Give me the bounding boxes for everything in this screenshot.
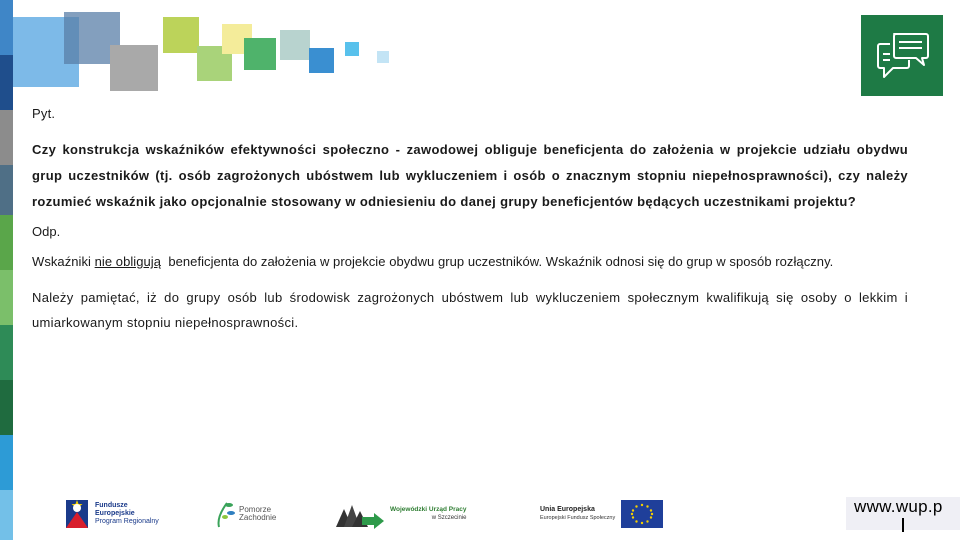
logo2-line1: Pomorze [239,505,272,514]
chat-bubbles-icon [861,15,943,96]
answer-1-after: beneficjenta do założenia w projekcie obydwu grup uczestników. Wskaźnik odnosi się do grup w sposób rozłączny. [161,254,834,269]
logo-fundusze-europejskie [66,492,166,536]
question-label: Pyt. [32,106,56,121]
answer-1-before: Wskaźniki [32,254,95,269]
side-color-bar [0,0,13,540]
question-text: Czy konstrukcja wskaźników efektywności społeczno - zawodowej obliguje beneficjenta do założenia w projekcie udziału obydwu grup uczestników (tj. osób zagrożonych ubóstwem lub wykluczeniem i osób o znacznym stopniu niepełnosprawności), czy należy rozumieć wskaźnik jako opcjonalnie stosowany w odniesieniu do danej grupy beneficjentów będących uczestnikami projektu? [32,142,908,209]
pomorze-leaf-icon [215,497,237,531]
logo4-line2: Europejski Fundusz Społeczny [540,515,616,521]
logo-wup-szczecin [336,492,486,536]
answer-1-emphasis: nie obligują [94,254,161,269]
logo3-line2: w Szczecinie [431,515,467,521]
website-link-box[interactable] [846,497,960,530]
website-cursor [902,518,904,532]
eu-flag-icon [621,500,663,528]
logo1-line2: Europejskie [95,510,135,517]
footer-logos [60,492,840,536]
logo-unia-europejska [540,492,680,536]
logo1-line1: Fundusze [95,502,128,509]
fundusze-europejskie-icon [66,496,90,532]
answer-label: Odp. [32,224,61,239]
logo3-line1: Wojewódzki Urząd Pracy [390,506,467,513]
answer-paragraph-1 [32,254,908,269]
chat-icon-box [861,15,943,96]
wup-mountains-icon [336,499,384,529]
logo4-line1: Unia Europejska [540,506,595,513]
logo2-line2: Zachodnie [239,513,277,522]
website-link[interactable]: www.wup.p [854,497,943,516]
answer-paragraph-2: Należy pamiętać, iż do grupy osób lub środowisk zagrożonych ubóstwem lub wykluczeniem społecznym kwalifikują się osoby o lekkim i umiarkowanym stopniu niepełnosprawności. [32,290,908,330]
logo-pomorze-zachodnie [215,492,285,536]
logo1-line3: Program Regionalny [95,518,159,525]
qa-content [32,103,908,335]
